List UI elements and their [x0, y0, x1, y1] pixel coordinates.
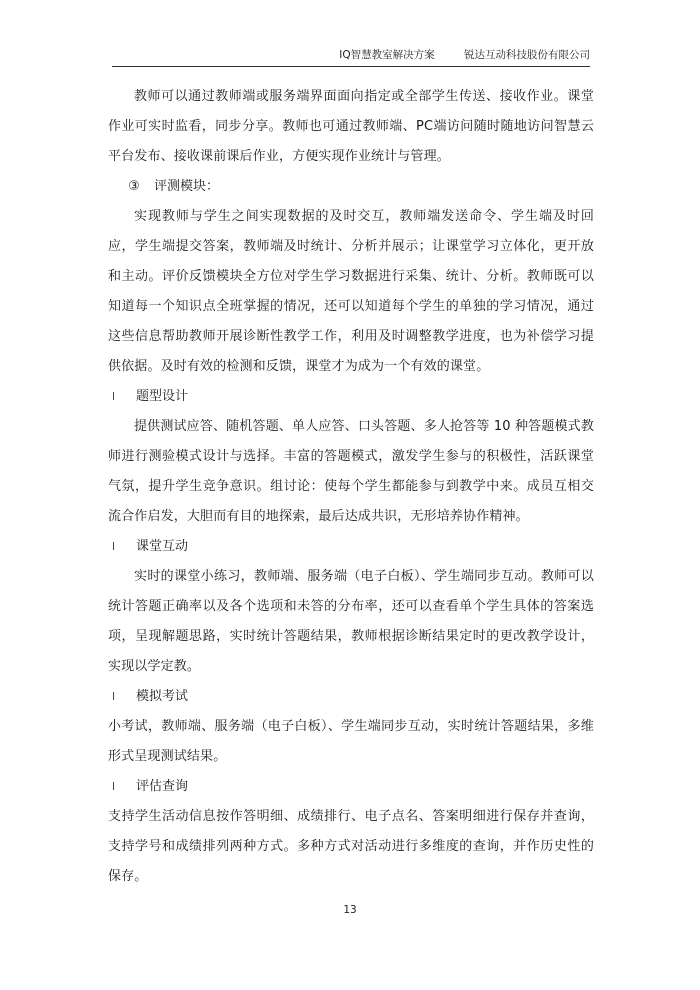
heading-evaluation-module: [108, 172, 594, 202]
heading-assessment-query-text: 评估查询: [136, 779, 189, 794]
heading-evaluation-text: 评测模块：: [154, 179, 220, 194]
paragraph-homework: 教师可以通过教师端或服务端界面面向指定或全部学生传送、接收作业。课堂作业可实时监看，同步分享。教师也可通过教师端、PC端访问随时随地访问智慧云平台发布、接收课前课后作业，方便实现作业统计与管理。: [108, 89, 594, 164]
heading-question-type-text: 题型设计: [136, 389, 189, 404]
circled-three-marker: ③: [128, 179, 140, 194]
paragraph-classroom-interaction: 实时的课堂小练习，教师端、服务端（电子白板）、学生端同步互动。教师可以统计答题正确率以及各个选项和未答的分布率，还可以查看单个学生具体的答案选项，呈现解题思路，实时统计答题结果，教师根据诊断结果定时的更改教学设计，实现以学定教。: [108, 569, 594, 674]
page-header: [112, 46, 590, 67]
bullet-marker: l: [112, 390, 116, 403]
bullet-marker: l: [112, 690, 116, 703]
heading-assessment-query: [108, 772, 594, 802]
bullet-marker: l: [112, 780, 116, 793]
header-doc-title: IQ智慧教室解决方案: [339, 49, 435, 61]
header-company: 锐达互动科技股份有限公司: [464, 49, 590, 61]
heading-question-type: [108, 382, 594, 412]
heading-classroom-interaction: [108, 532, 594, 562]
paragraph-question-type: 提供测试应答、随机答题、单人应答、口头答题、多人抢答等 10 种答题模式教师进行测验模式设计与选择。丰富的答题模式，激发学生参与的积极性，活跃课堂气氛，提升学生竞争意识。组讨论：使每个学生都能参与到教学中来。成员互相交流合作启发，大胆而有目的地探索，最后达成共识，无形培养协作精神。: [108, 419, 594, 524]
heading-mock-exam-text: 模拟考试: [136, 689, 189, 704]
heading-mock-exam: [108, 682, 594, 712]
paragraph-assessment-query: 支持学生活动信息按作答明细、成绩排行、电子点名、答案明细进行保存并查询，支持学号和成绩排列两种方式。多种方式对活动进行多维度的查询，并作历史性的保存。: [108, 809, 594, 884]
page-number: 13: [343, 904, 357, 916]
page-body: [108, 82, 594, 892]
bullet-marker: l: [112, 540, 116, 553]
heading-classroom-interaction-text: 课堂互动: [136, 539, 189, 554]
paragraph-evaluation: 实现教师与学生之间实现数据的及时交互，教师端发送命令、学生端及时回应，学生端提交答案，教师端及时统计、分析并展示；让课堂学习立体化，更开放和主动。评价反馈模块全方位对学生学习数据进行采集、统计、分析。教师既可以知道每一个知识点全班掌握的情况，还可以知道每个学生的单独的学习情况，通过这些信息帮助教师开展诊断性教学工作，利用及时调整教学进度，也为补偿学习提供依据。及时有效的检测和反馈，课堂才为成为一个有效的课堂。: [108, 209, 594, 374]
paragraph-mock-exam: 小考试，教师端、服务端（电子白板）、学生端同步互动，实时统计答题结果，多维形式呈现测试结果。: [108, 719, 594, 764]
